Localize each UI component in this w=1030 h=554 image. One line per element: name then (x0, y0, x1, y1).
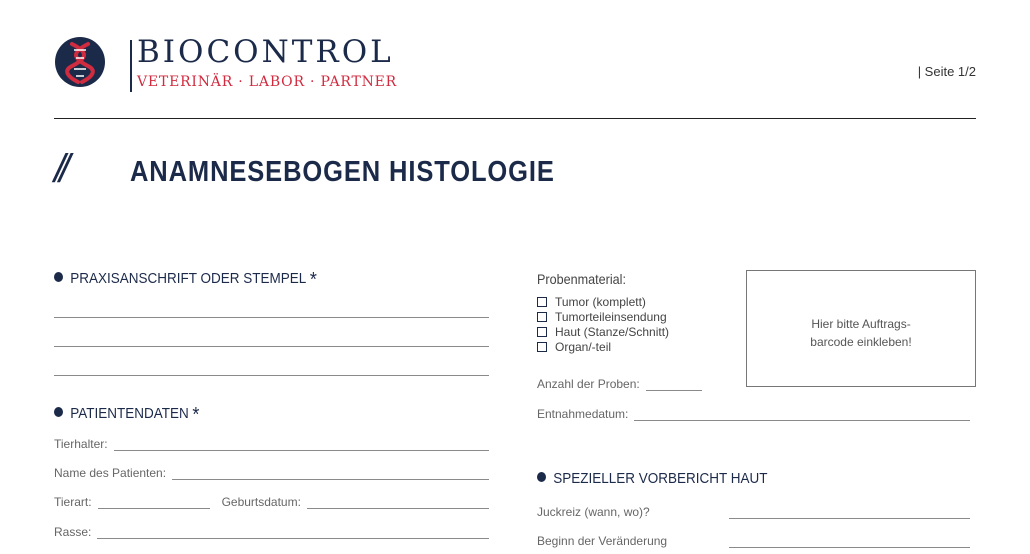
geburtsdatum-label: Geburtsdatum: (221, 495, 301, 509)
logo-divider (130, 40, 132, 92)
entnahmedatum-row (537, 407, 970, 421)
header-divider (54, 118, 976, 119)
entnahmedatum-label: Entnahmedatum: (537, 407, 629, 421)
anzahl-row (537, 377, 702, 391)
required-marker: * (309, 269, 317, 291)
praxis-heading (54, 270, 317, 289)
checkbox-icon[interactable] (537, 327, 547, 337)
patient-heading-label: PATIENTENDATEN (70, 405, 189, 422)
tierhalter-row (54, 437, 489, 451)
bullet-icon (537, 472, 546, 482)
checkbox-icon[interactable] (537, 312, 547, 322)
patient-heading (54, 405, 199, 424)
bullet-icon (54, 272, 63, 282)
option-label: Tumor (komplett) (555, 294, 646, 309)
patient-name-row (54, 466, 489, 480)
entnahmedatum-field[interactable] (634, 410, 970, 421)
juckreiz-row (537, 505, 970, 519)
option-label: Organ/-teil (555, 339, 612, 354)
vorbericht-heading-label: SPEZIELLER VORBERICHT HAUT (553, 470, 768, 487)
praxis-address-line[interactable] (54, 375, 489, 376)
vorbericht-heading (537, 470, 768, 488)
page-indicator: | Seite 1/2 (917, 64, 976, 79)
geburtsdatum-field[interactable] (307, 498, 489, 509)
rasse-field[interactable] (97, 528, 489, 539)
rasse-row (54, 525, 489, 539)
beginn-field[interactable] (729, 537, 970, 548)
title-slashes: // (54, 147, 65, 191)
option-tumor-komplett[interactable] (537, 294, 669, 309)
probenmaterial-options (537, 294, 669, 354)
patient-name-field[interactable] (172, 469, 489, 480)
anzahl-field[interactable] (646, 380, 702, 391)
barcode-instruction: Hier bitte Auftrags- barcode einkleben! (810, 317, 912, 349)
tierhalter-label: Tierhalter: (54, 437, 108, 451)
tierart-field[interactable] (98, 498, 210, 509)
praxis-heading-label: PRAXISANSCHRIFT ODER STEMPEL (70, 270, 307, 287)
bullet-icon (54, 407, 63, 417)
beginn-row (537, 534, 970, 548)
patient-name-label: Name des Patienten: (54, 466, 167, 480)
praxis-address-line[interactable] (54, 317, 489, 318)
juckreiz-field[interactable] (729, 508, 970, 519)
option-organ[interactable] (537, 339, 669, 354)
required-marker: * (192, 404, 200, 426)
praxis-address-line[interactable] (54, 346, 489, 347)
tierart-label: Tierart: (54, 495, 92, 509)
checkbox-icon[interactable] (537, 342, 547, 352)
anzahl-label: Anzahl der Proben: (537, 377, 640, 391)
juckreiz-label: Juckreiz (wann, wo)? (537, 505, 650, 519)
probenmaterial-heading: Probenmaterial: (537, 271, 626, 287)
option-haut[interactable] (537, 324, 669, 339)
tierhalter-field[interactable] (114, 440, 489, 451)
brand-tagline: VETERINÄR · LABOR · PARTNER (137, 74, 398, 90)
rasse-label: Rasse: (54, 525, 92, 539)
biocontrol-logo-icon (54, 36, 106, 88)
option-tumorteileinsendung[interactable] (537, 309, 669, 324)
barcode-placeholder (746, 270, 976, 387)
tierart-row (54, 495, 489, 509)
beginn-label: Beginn der Veränderung (537, 534, 668, 548)
checkbox-icon[interactable] (537, 297, 547, 307)
brand-name: BIOCONTROL (137, 34, 394, 70)
option-label: Tumorteileinsendung (555, 309, 667, 324)
page-title: ANAMNESEBOGEN HISTOLOGIE (130, 156, 555, 188)
option-label: Haut (Stanze/Schnitt) (555, 324, 670, 339)
